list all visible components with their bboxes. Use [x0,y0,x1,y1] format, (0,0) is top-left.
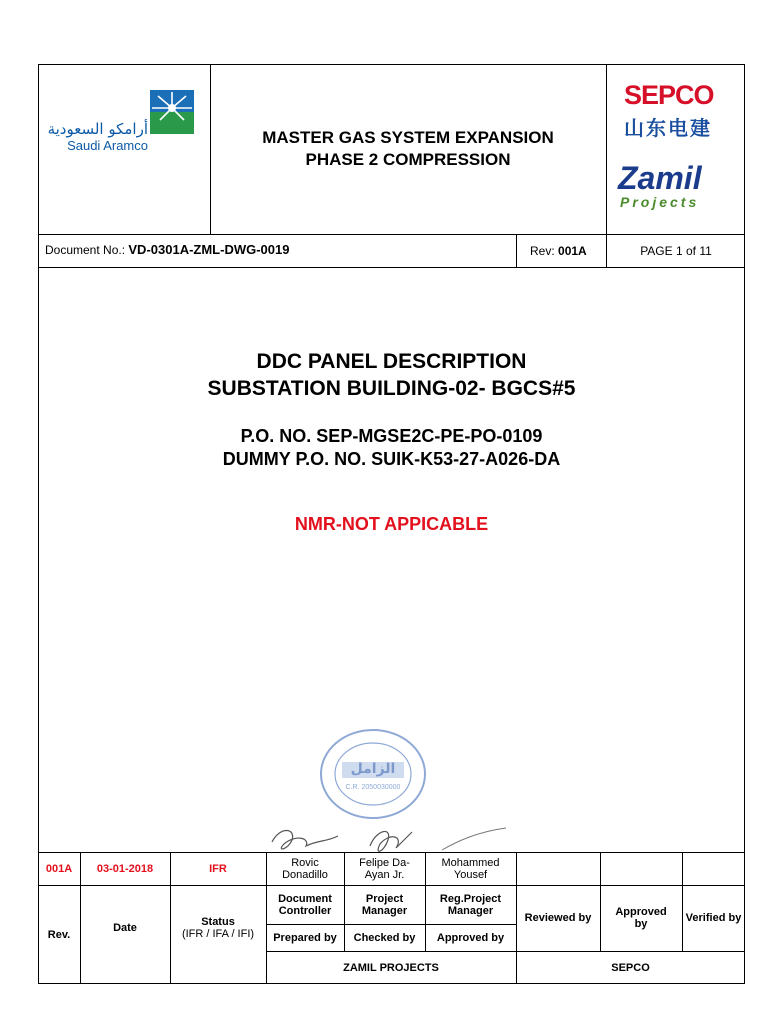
row-date: 03-01-2018 [96,862,154,875]
document-number-value: VD-0301A-ZML-DWG-0019 [128,242,290,257]
label-reg-project-manager: Reg.Project Manager [439,892,502,917]
project-title-line2: PHASE 2 COMPRESSION [305,150,511,169]
nmr-note: NMR-NOT APPICABLE [294,514,489,534]
document-title-line1: DDC PANEL DESCRIPTION [256,350,527,373]
label-status-title: Status [201,916,235,928]
aramco-arabic-text: أرامكو السعودية [47,120,148,138]
label-zamil-projects: ZAMIL PROJECTS [343,961,439,974]
row-checked-name: Felipe Da-Ayan Jr. [359,856,410,881]
document-number-label: Document No.: [45,243,126,257]
label-approved-by-right: Approved by [615,906,667,930]
label-project-manager: Project Manager [361,892,408,917]
aramco-english-text: Saudi Aramco [67,138,148,153]
company-stamp [318,726,428,822]
project-title-line1: MASTER GAS SYSTEM EXPANSION [262,128,554,147]
docinfo-bottom-line [38,267,745,268]
revision-label: Rev: [530,244,555,258]
saudi-aramco-logo [42,88,202,158]
sepco-logo-chinese: 山东电建 [624,116,712,140]
sepco-logo [620,80,740,140]
label-date: Date [113,922,137,934]
row-approved-name: Mohammed Yousef [441,856,500,881]
stamp-logo-text: الزامل [350,761,396,777]
row-rev: 001A [45,862,73,875]
label-checked-by: Checked by [353,931,416,944]
label-sepco: SEPCO [611,961,650,974]
docinfo-divider-rev [516,234,517,268]
project-title [210,127,606,171]
label-status-sub: (IFR / IFA / IFI) [181,928,255,940]
label-status [170,885,266,971]
stamp-cr-number: C.R. 2050030000 [345,784,401,791]
row-status: IFR [209,862,227,875]
header-bottom-line [38,234,745,235]
dummy-po-number: DUMMY P.O. NO. SUIK-K53-27-A026-DA [222,449,561,469]
header-divider-right [606,64,607,268]
zamil-projects-logo [614,160,742,216]
revision-value: 001A [558,244,587,258]
label-verified-by: Verified by [685,912,742,924]
zamil-logo-subtext: Projects [620,194,700,210]
label-reviewed-by: Reviewed by [524,912,592,924]
document-number [45,242,289,257]
document-title [38,348,745,402]
label-approved-by: Approved by [436,931,505,944]
label-prepared-by: Prepared by [273,931,337,944]
label-rev: Rev. [47,928,71,941]
page-number: PAGE 1 of 11 [640,244,712,258]
revision [530,244,587,258]
po-numbers [38,425,745,471]
sepco-logo-text: SEPCO [624,80,714,110]
po-number: P.O. NO. SEP-MGSE2C-PE-PO-0109 [240,426,543,446]
document-title-line2: SUBSTATION BUILDING-02- BGCS#5 [207,377,576,400]
zamil-logo-text: Zamil [618,160,702,196]
label-document-controller: Document Controller [278,892,332,917]
row-prepared-name: Rovic Donadillo [282,856,328,881]
